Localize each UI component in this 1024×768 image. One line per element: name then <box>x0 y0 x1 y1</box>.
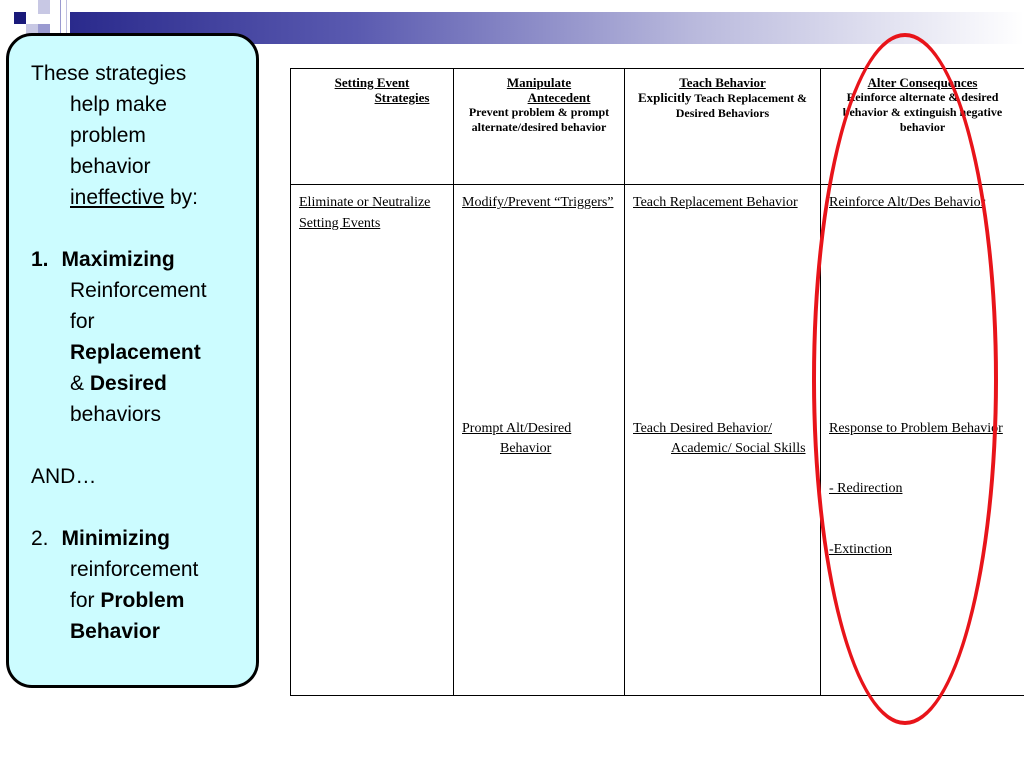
problem-text: Problem <box>100 589 185 612</box>
header-title: Manipulate <box>506 75 572 90</box>
intro-line: help make <box>70 93 167 116</box>
item2-number: 2. <box>31 527 49 550</box>
item1-line: for <box>70 310 95 333</box>
header-subtitle: Reinforce alternate & desired behavior & extinguish negative behavior <box>842 90 1003 134</box>
item2-line <box>31 616 256 647</box>
header-setting-event <box>291 69 454 185</box>
strategy-item: Modify/Prevent “Triggers” <box>462 195 614 210</box>
strategy-summary-panel <box>6 33 259 688</box>
item1-line: behaviors <box>70 403 162 426</box>
item1-line: Reinforcement <box>70 279 207 302</box>
ineffective-text: ineffective <box>70 186 165 209</box>
col-setting-event <box>291 185 454 696</box>
header-subtitle: Teach Replacement & Desired Behaviors <box>675 91 808 120</box>
intro-line: These strategies <box>31 62 187 85</box>
item2-line <box>31 585 256 616</box>
header-title: Alter Consequences <box>867 75 978 90</box>
strategy-item: Reinforce Alt/Des Behavior <box>829 195 986 210</box>
item2-bold: Minimizing <box>61 527 171 550</box>
strategy-item: Teach Replacement Behavior <box>633 195 798 210</box>
header-title <box>629 90 816 121</box>
header-manipulate-antecedent <box>454 69 625 185</box>
item1-line <box>31 337 256 368</box>
decor-square <box>38 0 50 14</box>
replacement-text: Replacement <box>70 341 201 364</box>
decor-square <box>14 12 26 24</box>
item1-bold: Maximizing <box>61 248 175 271</box>
intro-line: problem <box>70 124 146 147</box>
strategy-item: Eliminate or Neutralize Setting Events <box>299 195 431 231</box>
header-teach-behavior <box>625 69 821 185</box>
intro-line <box>31 182 256 213</box>
col-teach-behavior <box>625 185 821 696</box>
item1-heading <box>31 244 256 275</box>
item1-number: 1. <box>31 248 49 271</box>
explicitly-text: Explicitly <box>637 90 692 105</box>
highlight-oval <box>812 33 998 725</box>
header-subtitle: Prevent problem & prompt alternate/desired behavior <box>468 105 610 134</box>
behavior-text: Behavior <box>70 620 160 643</box>
item1-line <box>31 368 256 399</box>
header-title: Antecedent <box>527 90 591 105</box>
strategy-item: -Extinction <box>829 541 892 557</box>
for-text: for <box>70 589 101 612</box>
header-title: Teach Behavior <box>679 75 766 90</box>
col-manipulate-antecedent <box>454 185 625 696</box>
intro-tail: by: <box>164 186 199 209</box>
amp-text: & <box>70 372 90 395</box>
strategy-item: Prompt Alt/Desired Behavior <box>462 420 572 456</box>
intro-line: behavior <box>70 155 151 178</box>
and-text: AND… <box>31 465 97 488</box>
strategy-item: Response to Problem Behavior <box>829 420 1003 436</box>
strategy-item: - Redirection <box>829 481 903 496</box>
strategy-item: Teach Desired Behavior/ Academic/ Social Skills <box>633 420 806 456</box>
item2-line: reinforcement <box>70 558 199 581</box>
item2-heading <box>31 523 256 554</box>
desired-text: Desired <box>89 372 167 395</box>
header-title: Strategies <box>374 90 430 105</box>
header-title: Setting Event <box>334 75 410 90</box>
